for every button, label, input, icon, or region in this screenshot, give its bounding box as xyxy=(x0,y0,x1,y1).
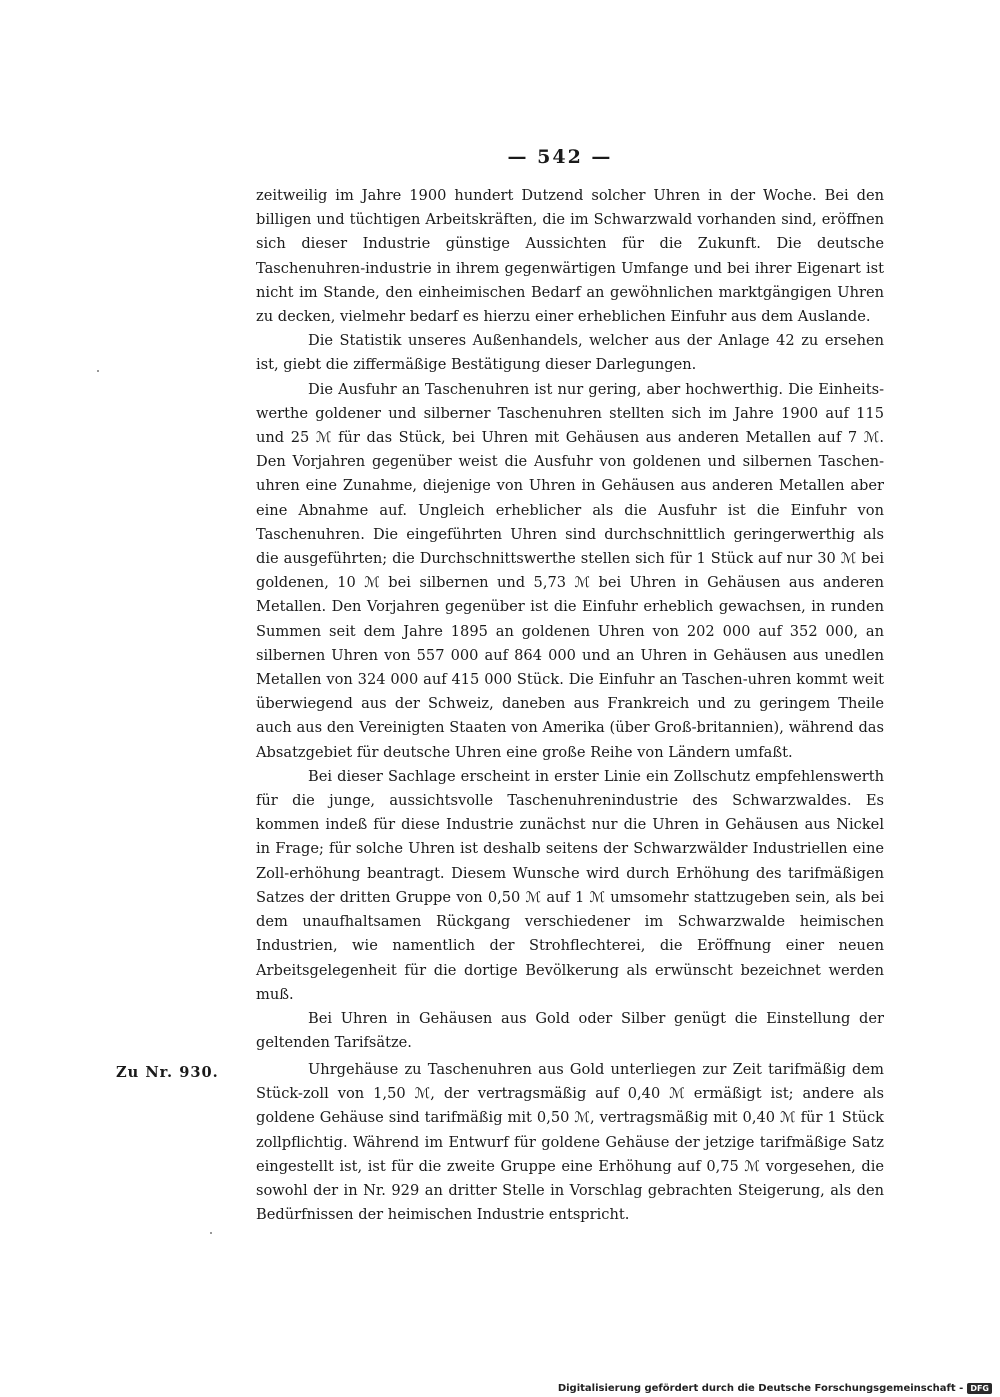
footer xyxy=(558,1383,992,1394)
paragraph-3: Die Ausfuhr an Taschenuhren ist nur gering, aber hochwerthig. Die Einheits-werthe goldener und silberner Taschenuhren stellten sich im Jahre 1900 auf 115 und 25 ℳ für das Stück, bei Uhren mit Gehäusen aus anderen Metallen auf 7 ℳ. Den Vorjahren gegenüber weist die Ausfuhr von goldenen und silbernen Taschen-uhren eine Zunahme, diejenige von Uhren in Gehäusen aus anderen Metallen aber eine Abnahme auf. Ungleich erheblicher als die Ausfuhr ist die Einfuhr von Taschenuhren. Die eingeführten Uhren sind durchschnittlich geringerwerthig als die ausgeführten; die Durchschnittswerthe stellen sich für 1 Stück auf nur 30 ℳ bei goldenen, 10 ℳ bei silbernen und 5,73 ℳ bei Uhren in Gehäusen aus anderen Metallen. Den Vorjahren gegenüber ist die Einfuhr erheblich gewachsen, in runden Summen seit dem Jahre 1895 an goldenen Uhren von 202 000 auf 352 000, an silbernen Uhren von 557 000 auf 864 000 und an Uhren in Gehäusen aus unedlen Metallen von 324 000 auf 415 000 Stück. Die Einfuhr an Taschen-uhren kommt weit überwiegend aus der Schweiz, daneben aus Frankreich und zu geringem Theile auch aus den Vereinigten Staaten von Amerika (über Groß-britannien), während das Absatzgebiet für deutsche Uhren eine große Reihe von Ländern umfaßt. xyxy=(256,380,884,761)
footer-text: Digitalisierung gefördert durch die Deutsche Forschungsgemeinschaft - xyxy=(557,1383,964,1394)
scan-speck xyxy=(97,370,99,372)
section-paragraph: Uhrgehäuse zu Taschenuhren aus Gold unterliegen zur Zeit tarifmäßig dem Stück-zoll von 1,50 ℳ, der vertragsmäßig auf 0,40 ℳ ermäßigt ist; andere als goldene Gehäuse sind tarifmäßig mit 0,50 ℳ, vertragsmäßig mit 0,40 ℳ für 1 Stück zollpflichtig. Während im Entwurf für goldene Gehäuse der jetzige tarifmäßige Satz eingestellt ist, ist für die zweite Gruppe eine Erhöhung auf 0,75 ℳ vorgesehen, die sowohl der in Nr. 929 an dritter Stelle in Vorschlag gebrachten Steigerung, als den Bedürfnissen der heimischen Industrie entspricht. xyxy=(256,1061,884,1224)
section-text xyxy=(256,1058,884,1227)
dfg-logo: DFG xyxy=(967,1383,992,1394)
scan-speck xyxy=(210,1232,212,1234)
page-number: — 542 — xyxy=(507,146,613,168)
main-text xyxy=(256,184,884,1055)
paragraph-5: Bei Uhren in Gehäusen aus Gold oder Silber genügt die Einstellung der geltenden Tarifsätze. xyxy=(256,1009,884,1052)
paragraph-4: Bei dieser Sachlage erscheint in erster Linie ein Zollschutz empfehlenswerth für die junge, aussichtsvolle Taschenuhrenindustrie des Schwarzwaldes. Es kommen indeß für diese Industrie zunächst nur die Uhren in Gehäusen aus Nickel in Frage; für solche Uhren ist deshalb seitens der Schwarzwälder Industriellen eine Zoll-erhöhung beantragt. Diesem Wunsche wird durch Erhöhung des tarifmäßigen Satzes der dritten Gruppe von 0,50 ℳ auf 1 ℳ umsomehr stattzugeben sein, als bei dem unaufhaltsamen Rückgang verschiedener im Schwarzwalde heimischen Industrien, wie namentlich der Strohflechterei, die Eröffnung einer neuen Arbeitsgelegenheit für die dortige Bevölkerung als erwünscht bezeichnet werden muß. xyxy=(256,767,884,1003)
section-heading: Zu Nr. 930. xyxy=(116,1064,219,1081)
paragraph-2: Die Statistik unseres Außenhandels, welcher aus der Anlage 42 zu ersehen ist, giebt die ziffermäßige Bestätigung dieser Darlegungen. xyxy=(256,332,884,374)
paragraph-1: zeitweilig im Jahre 1900 hundert Dutzend solcher Uhren in der Woche. Bei den billigen und tüchtigen Arbeitskräften, die im Schwarzwald vorhanden sind, eröffnen sich dieser Industrie günstige Aussichten für die Zukunft. Die deutsche Taschenuhren-industrie in ihrem gegenwärtigen Umfange und bei ihrer Eigenart ist nicht im Stande, den einheimischen Bedarf an gewöhnlichen marktgängigen Uhren zu decken, vielmehr bedarf es hierzu einer erheblichen Einfuhr aus dem Auslande. xyxy=(256,187,884,326)
